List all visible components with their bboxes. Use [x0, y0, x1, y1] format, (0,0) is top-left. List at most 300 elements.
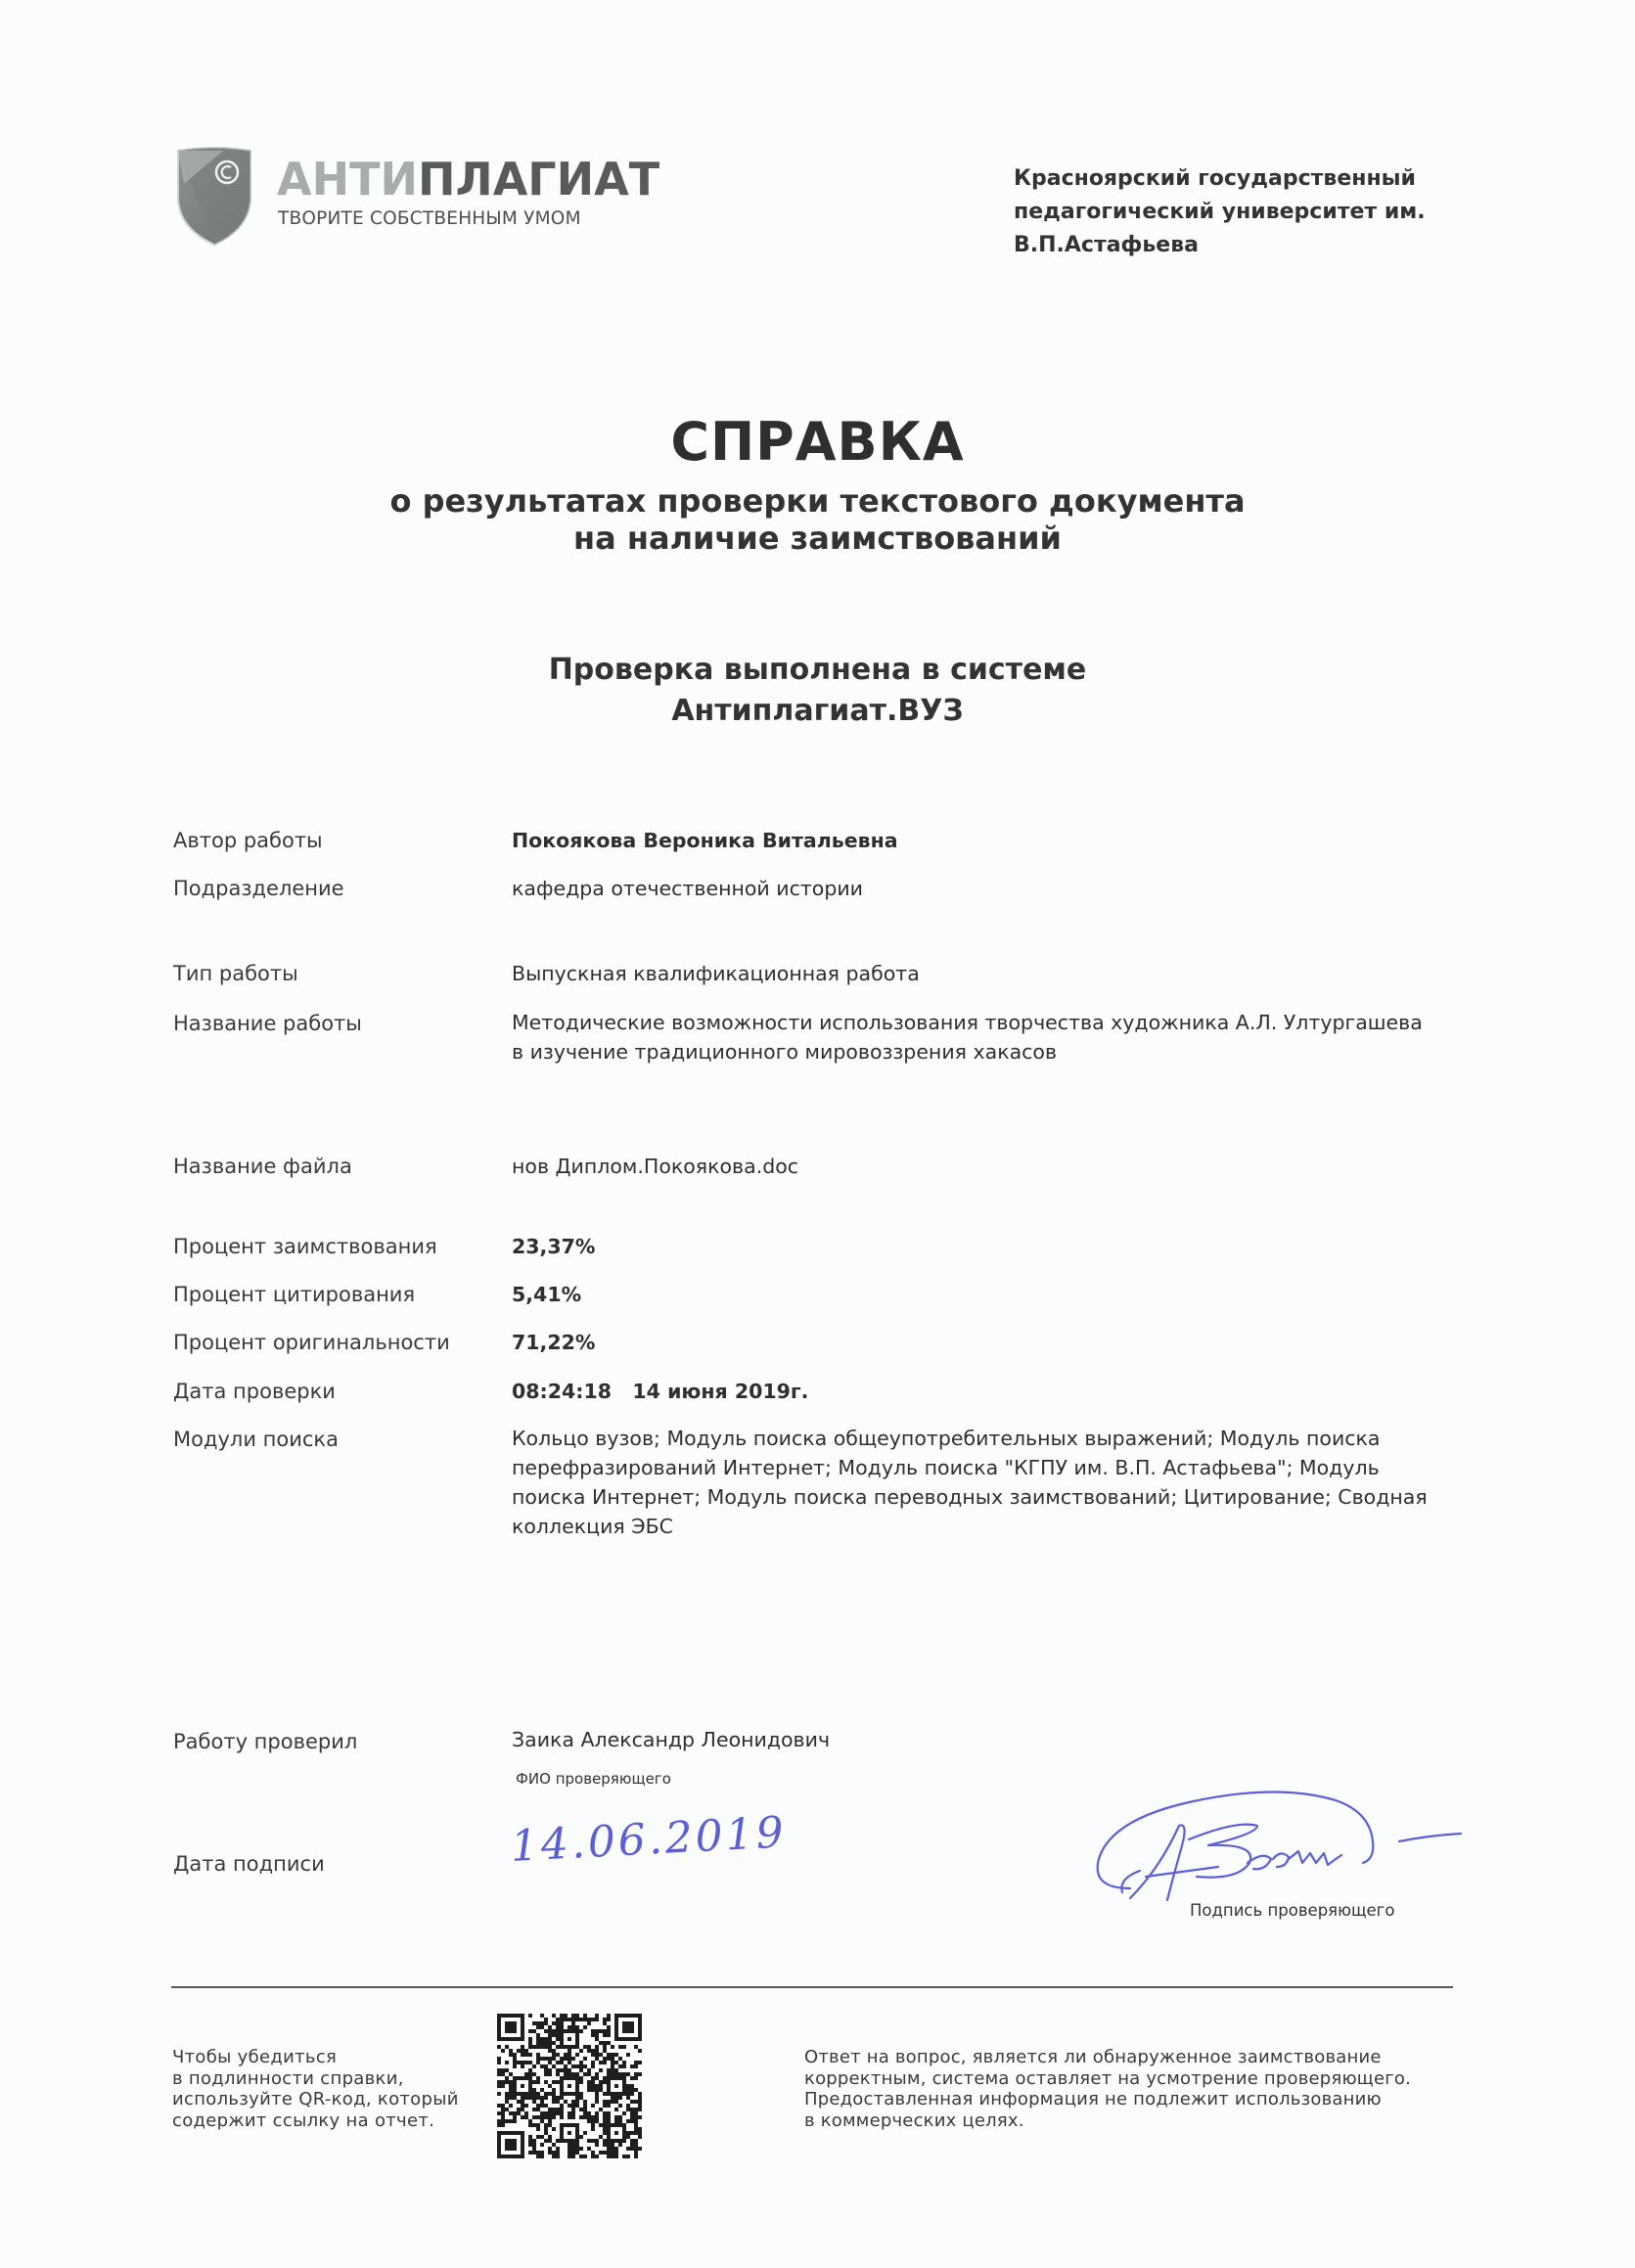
- qr-module: [638, 2014, 642, 2018]
- qr-module: [599, 2053, 603, 2057]
- qr-module: [505, 2108, 509, 2111]
- qr-module: [536, 2033, 540, 2037]
- qr-module: [595, 2100, 599, 2104]
- qr-module: [560, 2041, 564, 2045]
- qr-module: [497, 2104, 501, 2108]
- qr-module: [528, 2119, 532, 2123]
- qr-module: [528, 2096, 532, 2100]
- qr-module: [591, 2033, 595, 2037]
- qr-module: [583, 2155, 587, 2158]
- qr-module: [603, 2104, 607, 2108]
- qr-module: [587, 2084, 591, 2088]
- qr-module: [556, 2061, 560, 2064]
- qr-module: [571, 2092, 575, 2096]
- qr-module: [532, 2088, 536, 2092]
- qr-module: [556, 2072, 560, 2076]
- qr-module: [611, 2053, 614, 2057]
- qr-module: [548, 2057, 552, 2061]
- qr-module: [630, 2100, 634, 2104]
- qr-module: [497, 2080, 501, 2084]
- qr-module: [552, 2053, 556, 2057]
- qr-module: [571, 2057, 575, 2061]
- qr-module: [591, 2139, 595, 2143]
- qr-module: [540, 2025, 544, 2029]
- qr-module: [513, 2139, 517, 2143]
- qr-module: [536, 2057, 540, 2061]
- qr-module: [571, 2064, 575, 2068]
- qr-module: [544, 2064, 548, 2068]
- qr-module: [575, 2096, 579, 2100]
- qr-module: [560, 2088, 564, 2092]
- qr-module: [595, 2049, 599, 2053]
- qr-module: [638, 2033, 642, 2037]
- qr-module: [521, 2139, 524, 2143]
- qr-module: [603, 2018, 607, 2021]
- qr-module: [560, 2068, 564, 2072]
- qr-module: [568, 2131, 571, 2135]
- qr-module: [599, 2088, 603, 2092]
- qr-module: [536, 2021, 540, 2025]
- qr-module: [548, 2111, 552, 2115]
- qr-module: [607, 2104, 611, 2108]
- qr-module: [591, 2151, 595, 2155]
- qr-module: [548, 2151, 552, 2155]
- qr-module: [571, 2045, 575, 2049]
- qr-module: [575, 2064, 579, 2068]
- qr-module: [634, 2064, 638, 2068]
- qr-module: [552, 2092, 556, 2096]
- qr-module: [501, 2123, 505, 2127]
- qr-module: [521, 2018, 524, 2021]
- qr-module: [497, 2111, 501, 2115]
- qr-module: [622, 2045, 626, 2049]
- signature-caption: Подпись проверяющего: [1190, 1901, 1395, 1920]
- qr-module: [618, 2064, 622, 2068]
- qr-module: [497, 2037, 501, 2041]
- qr-module: [552, 2064, 556, 2068]
- qr-module: [544, 2127, 548, 2131]
- qr-module: [611, 2057, 614, 2061]
- qr-module: [497, 2143, 501, 2147]
- qr-module: [575, 2084, 579, 2088]
- qr-module: [607, 2053, 611, 2057]
- qr-module: [599, 2080, 603, 2084]
- qr-module: [591, 2104, 595, 2108]
- qr-module: [532, 2139, 536, 2143]
- qr-module: [614, 2147, 618, 2151]
- qr-module: [548, 2092, 552, 2096]
- qr-module: [556, 2033, 560, 2037]
- qr-module: [513, 2021, 517, 2025]
- qr-module: [544, 2072, 548, 2076]
- qr-module: [544, 2123, 548, 2127]
- qr-module: [536, 2151, 540, 2155]
- qr-module: [528, 2068, 532, 2072]
- qr-module: [513, 2057, 517, 2061]
- qr-module: [532, 2143, 536, 2147]
- qr-module: [513, 2088, 517, 2092]
- qr-module: [611, 2064, 614, 2068]
- qr-module: [544, 2018, 548, 2021]
- qr-module: [513, 2064, 517, 2068]
- qr-module: [599, 2041, 603, 2045]
- qr-module: [607, 2092, 611, 2096]
- department-label: Подразделение: [173, 877, 344, 900]
- qr-module: [626, 2119, 630, 2123]
- qr-module: [521, 2104, 524, 2108]
- qr-module: [513, 2115, 517, 2119]
- qr-module: [630, 2111, 634, 2115]
- qr-module: [607, 2127, 611, 2131]
- qr-module: [568, 2045, 571, 2049]
- qr-module: [638, 2092, 642, 2096]
- qr-module: [497, 2029, 501, 2033]
- qr-module: [556, 2108, 560, 2111]
- qr-module: [638, 2147, 642, 2151]
- qr-module: [513, 2143, 517, 2147]
- footer-divider: [171, 1986, 1453, 1988]
- qr-module: [638, 2100, 642, 2104]
- qr-module: [521, 2155, 524, 2158]
- qr-module: [536, 2104, 540, 2108]
- qr-module: [614, 2021, 618, 2025]
- qr-module: [548, 2037, 552, 2041]
- qr-module: [552, 2111, 556, 2115]
- qr-module: [599, 2123, 603, 2127]
- qr-module: [622, 2092, 626, 2096]
- qr-module: [544, 2104, 548, 2108]
- qr-module: [528, 2151, 532, 2155]
- qr-module: [579, 2155, 583, 2158]
- qr-module: [564, 2092, 568, 2096]
- qr-module: [564, 2053, 568, 2057]
- qr-module: [607, 2135, 611, 2139]
- qr-module: [560, 2014, 564, 2018]
- qr-module: [524, 2115, 528, 2119]
- footer-right-line: в коммерческих целях.: [804, 2109, 1024, 2131]
- qr-module: [618, 2092, 622, 2096]
- system-line: Антиплагиат.ВУЗ: [671, 694, 964, 728]
- qr-module: [560, 2029, 564, 2033]
- qr-module: [568, 2029, 571, 2033]
- qr-module: [560, 2018, 564, 2021]
- qr-module: [622, 2072, 626, 2076]
- qr-module: [634, 2155, 638, 2158]
- qr-module: [568, 2061, 571, 2064]
- qr-module: [579, 2115, 583, 2119]
- qr-module: [603, 2049, 607, 2053]
- qr-module: [501, 2080, 505, 2084]
- qr-module: [630, 2108, 634, 2111]
- qr-module: [607, 2033, 611, 2037]
- qr-module: [528, 2084, 532, 2088]
- qr-module: [528, 2139, 532, 2143]
- qr-module: [614, 2025, 618, 2029]
- qr-module: [532, 2100, 536, 2104]
- qr-module: [556, 2018, 560, 2021]
- qr-module: [513, 2155, 517, 2158]
- qr-module: [568, 2155, 571, 2158]
- qr-module: [611, 2143, 614, 2147]
- qr-module: [560, 2123, 564, 2127]
- qr-module: [575, 2088, 579, 2092]
- qr-module: [626, 2014, 630, 2018]
- qr-module: [603, 2119, 607, 2123]
- qr-module: [509, 2111, 513, 2115]
- qr-module: [607, 2041, 611, 2045]
- qr-module: [548, 2041, 552, 2045]
- qr-module: [528, 2123, 532, 2127]
- qr-module: [607, 2100, 611, 2104]
- qr-module: [548, 2115, 552, 2119]
- qr-module: [544, 2037, 548, 2041]
- qr-module: [587, 2119, 591, 2123]
- qr-module: [634, 2147, 638, 2151]
- qr-module: [630, 2037, 634, 2041]
- qr-module: [505, 2131, 509, 2135]
- search-modules-line: перефразирований Интернет; Модуль поиска "КГПУ им. В.П. Астафьева"; Модуль: [512, 1456, 1380, 1479]
- qr-module: [575, 2018, 579, 2021]
- qr-module: [611, 2155, 614, 2158]
- qr-module: [571, 2108, 575, 2111]
- qr-module: [587, 2088, 591, 2092]
- qr-module: [583, 2025, 587, 2029]
- qr-module: [638, 2029, 642, 2033]
- qr-module: [579, 2068, 583, 2072]
- qr-module: [575, 2151, 579, 2155]
- citation-percent-value: 5,41%: [512, 1283, 582, 1306]
- qr-module: [568, 2111, 571, 2115]
- search-modules-line: коллекция ЭБС: [512, 1515, 673, 1538]
- qr-module: [552, 2014, 556, 2018]
- footer-left-line: содержит ссылку на отчет.: [172, 2109, 435, 2131]
- qr-module: [513, 2131, 517, 2135]
- qr-code-icon[interactable]: [497, 2014, 642, 2158]
- qr-module: [603, 2139, 607, 2143]
- qr-module: [524, 2096, 528, 2100]
- qr-module: [564, 2076, 568, 2080]
- qr-module: [540, 2100, 544, 2104]
- qr-module: [607, 2143, 611, 2147]
- qr-module: [630, 2092, 634, 2096]
- qr-module: [497, 2123, 501, 2127]
- qr-module: [544, 2045, 548, 2049]
- qr-module: [571, 2072, 575, 2076]
- qr-module: [611, 2147, 614, 2151]
- check-date-label: Дата проверки: [173, 1380, 336, 1403]
- qr-module: [509, 2029, 513, 2033]
- qr-module: [568, 2139, 571, 2143]
- qr-module: [618, 2119, 622, 2123]
- qr-module: [571, 2123, 575, 2127]
- qr-module: [556, 2147, 560, 2151]
- qr-module: [556, 2068, 560, 2072]
- qr-module: [513, 2096, 517, 2100]
- qr-module: [638, 2021, 642, 2025]
- qr-module: [552, 2041, 556, 2045]
- qr-module: [638, 2131, 642, 2135]
- qr-module: [591, 2029, 595, 2033]
- qr-module: [630, 2139, 634, 2143]
- qr-module: [622, 2139, 626, 2143]
- footer-qr-instructions: [172, 2047, 459, 2131]
- qr-module: [509, 2053, 513, 2057]
- qr-module: [497, 2068, 501, 2072]
- qr-module: [564, 2029, 568, 2033]
- qr-module: [571, 2018, 575, 2021]
- qr-module: [505, 2061, 509, 2064]
- qr-module: [548, 2025, 552, 2029]
- qr-module: [536, 2045, 540, 2049]
- qr-module: [614, 2131, 618, 2135]
- qr-module: [595, 2084, 599, 2088]
- qr-module: [618, 2037, 622, 2041]
- qr-module: [544, 2021, 548, 2025]
- qr-module: [568, 2053, 571, 2057]
- qr-module: [583, 2100, 587, 2104]
- qr-module: [528, 2045, 532, 2049]
- check-date-value: [512, 1377, 808, 1406]
- file-name-value: нов Диплом.Покоякова.doc: [512, 1155, 799, 1178]
- subtitle-line: о результатах проверки текстового документа: [389, 482, 1246, 520]
- qr-module: [548, 2084, 552, 2088]
- qr-module: [626, 2131, 630, 2135]
- qr-module: [560, 2139, 564, 2143]
- qr-module: [591, 2064, 595, 2068]
- qr-module: [571, 2111, 575, 2115]
- qr-module: [607, 2025, 611, 2029]
- qr-module: [548, 2045, 552, 2049]
- qr-module: [611, 2092, 614, 2096]
- qr-module: [568, 2104, 571, 2108]
- qr-module: [607, 2057, 611, 2061]
- qr-module: [603, 2061, 607, 2064]
- qr-module: [548, 2049, 552, 2053]
- qr-module: [564, 2064, 568, 2068]
- qr-module: [560, 2096, 564, 2100]
- qr-module: [560, 2080, 564, 2084]
- qr-module: [575, 2139, 579, 2143]
- qr-module: [591, 2049, 595, 2053]
- qr-module: [618, 2143, 622, 2147]
- qr-module: [509, 2147, 513, 2151]
- qr-module: [626, 2088, 630, 2092]
- qr-module: [501, 2014, 505, 2018]
- qr-module: [521, 2076, 524, 2080]
- qr-module: [630, 2025, 634, 2029]
- qr-module: [595, 2096, 599, 2100]
- qr-module: [614, 2033, 618, 2037]
- qr-module: [591, 2084, 595, 2088]
- qr-module: [638, 2127, 642, 2131]
- qr-module: [591, 2127, 595, 2131]
- qr-module: [536, 2123, 540, 2127]
- qr-module: [509, 2131, 513, 2135]
- qr-module: [552, 2096, 556, 2100]
- qr-module: [521, 2147, 524, 2151]
- qr-module: [587, 2018, 591, 2021]
- qr-module: [528, 2053, 532, 2057]
- qr-module: [505, 2155, 509, 2158]
- qr-module: [540, 2135, 544, 2139]
- qr-module: [599, 2084, 603, 2088]
- qr-module: [513, 2080, 517, 2084]
- qr-module: [595, 2119, 599, 2123]
- qr-module: [521, 2025, 524, 2029]
- qr-module: [532, 2147, 536, 2151]
- qr-module: [614, 2061, 618, 2064]
- qr-module: [513, 2014, 517, 2018]
- qr-module: [626, 2037, 630, 2041]
- qr-module: [532, 2064, 536, 2068]
- qr-module: [638, 2115, 642, 2119]
- qr-module: [583, 2014, 587, 2018]
- qr-module: [638, 2061, 642, 2064]
- qr-module: [513, 2119, 517, 2123]
- qr-module: [634, 2100, 638, 2104]
- qr-module: [501, 2111, 505, 2115]
- qr-module: [536, 2092, 540, 2096]
- qr-module: [544, 2096, 548, 2100]
- qr-module: [575, 2100, 579, 2104]
- qr-module: [548, 2108, 552, 2111]
- logo-wordmark: [277, 153, 660, 205]
- qr-module: [611, 2096, 614, 2100]
- qr-module: [528, 2143, 532, 2147]
- qr-module: [595, 2139, 599, 2143]
- qr-module: [521, 2033, 524, 2037]
- qr-module: [552, 2029, 556, 2033]
- qr-module: [587, 2072, 591, 2076]
- qr-module: [583, 2131, 587, 2135]
- qr-module: [614, 2092, 618, 2096]
- qr-module: [599, 2135, 603, 2139]
- qr-module: [614, 2076, 618, 2080]
- qr-module: [532, 2021, 536, 2025]
- qr-module: [509, 2143, 513, 2147]
- qr-module: [548, 2119, 552, 2123]
- qr-module: [575, 2033, 579, 2037]
- qr-module: [614, 2119, 618, 2123]
- qr-module: [509, 2049, 513, 2053]
- qr-module: [513, 2147, 517, 2151]
- qr-module: [607, 2080, 611, 2084]
- qr-module: [548, 2147, 552, 2151]
- qr-module: [560, 2057, 564, 2061]
- qr-module: [595, 2029, 599, 2033]
- qr-module: [622, 2155, 626, 2158]
- qr-module: [556, 2151, 560, 2155]
- qr-module: [536, 2108, 540, 2111]
- qr-module: [614, 2115, 618, 2119]
- qr-module: [603, 2033, 607, 2037]
- qr-module: [575, 2072, 579, 2076]
- qr-module: [634, 2111, 638, 2115]
- qr-module: [583, 2108, 587, 2111]
- qr-module: [521, 2045, 524, 2049]
- qr-module: [548, 2135, 552, 2139]
- search-modules-value: [512, 1424, 1441, 1541]
- qr-module: [575, 2076, 579, 2080]
- qr-module: [575, 2092, 579, 2096]
- qr-module: [521, 2115, 524, 2119]
- qr-module: [528, 2092, 532, 2096]
- qr-module: [630, 2084, 634, 2088]
- qr-module: [524, 2049, 528, 2053]
- qr-module: [622, 2088, 626, 2092]
- qr-module: [505, 2045, 509, 2049]
- qr-module: [497, 2072, 501, 2076]
